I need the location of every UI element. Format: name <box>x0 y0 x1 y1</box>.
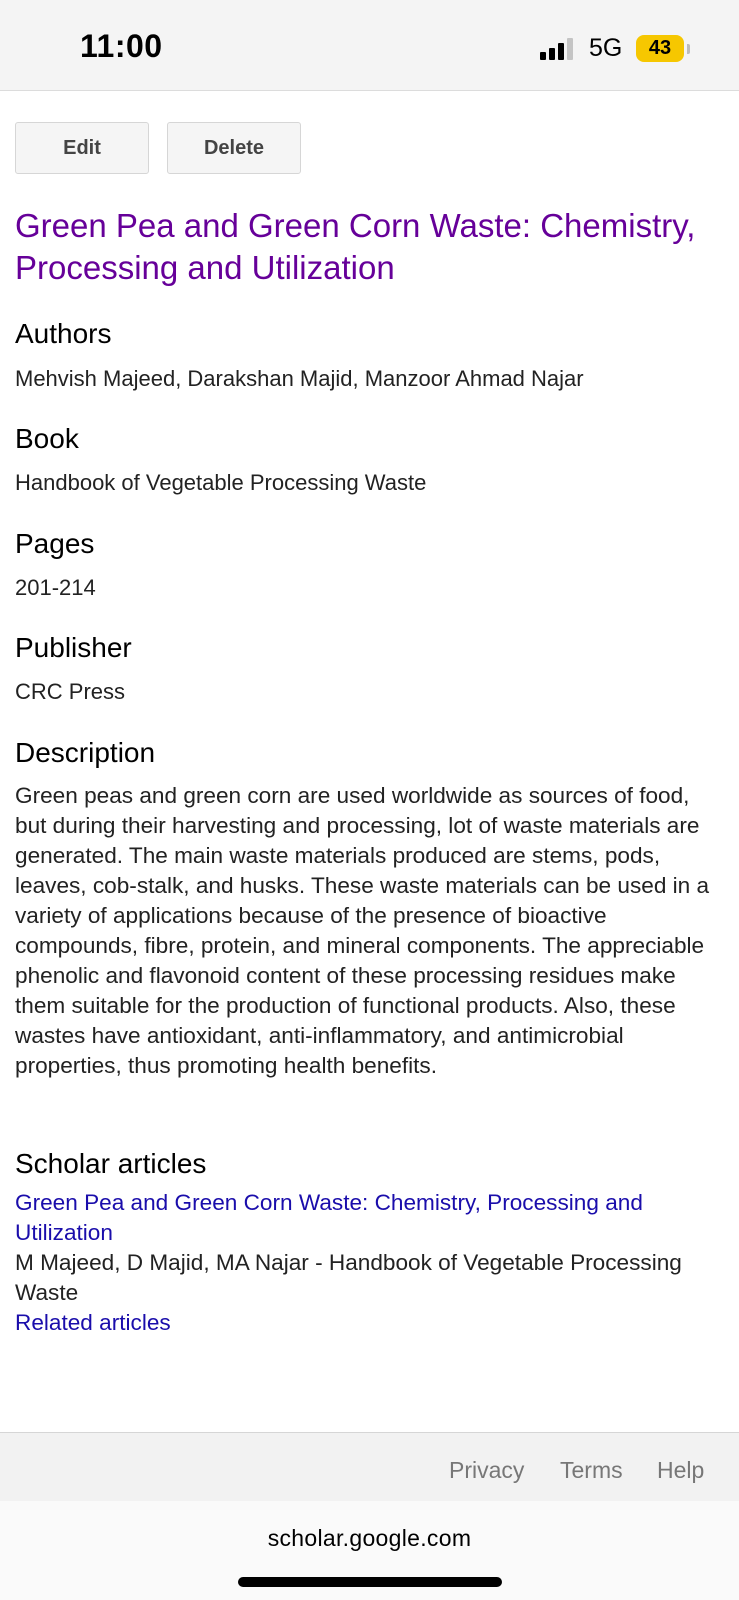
home-indicator[interactable] <box>238 1577 502 1587</box>
description-label: Description <box>15 737 156 768</box>
footer <box>0 1432 739 1502</box>
url-text[interactable]: scholar.google.com <box>267 1525 472 1551</box>
battery-icon <box>636 35 684 62</box>
scholar-articles-block <box>15 1188 727 1338</box>
footer-terms-link[interactable]: Terms <box>560 1457 623 1483</box>
footer-help-link[interactable]: Help <box>657 1457 705 1483</box>
article-title[interactable]: Green Pea and Green Corn Waste: Chemistry, Processing and Utilization <box>15 207 696 286</box>
scholar-articles-label: Scholar articles <box>15 1148 207 1179</box>
pages-label: Pages <box>15 528 95 559</box>
battery-level: 43 <box>648 37 672 59</box>
signal-icon <box>540 38 573 60</box>
description-value: Green peas and green corn are used worldwide as sources of food, but during their harvesting and processing, lot of waste materials are generated. The main waste materials produced are stems, pods, leaves, cob-stalk, and husks. These waste materials can be used in a variety of applications because of the presence of bioactive compounds, fibre, protein, and mineral components. The appreciable phenolic and flavonoid content of these processing residues make them suitable for the production of functional products. Also, these wastes have antioxidant, anti-inflammatory, and antimicrobial properties, thus promoting health benefits. <box>15 783 710 1078</box>
browser-address-bar[interactable] <box>0 1501 739 1600</box>
battery-cap <box>687 44 690 54</box>
status-bar <box>0 0 739 91</box>
network-type: 5G <box>589 34 623 62</box>
authors-value: Mehvish Majeed, Darakshan Majid, Manzoor Ahmad Najar <box>15 366 584 391</box>
footer-privacy-link[interactable]: Privacy <box>449 1457 525 1483</box>
scholar-citation: M Majeed, D Majid, MA Najar - Handbook of Vegetable Processing Waste <box>15 1250 682 1305</box>
edit-button[interactable]: Edit <box>15 122 149 174</box>
related-articles-link[interactable]: Related articles <box>15 1310 171 1335</box>
scholar-article-link[interactable]: Green Pea and Green Corn Waste: Chemistry, Processing and Utilization <box>15 1190 643 1245</box>
pages-value: 201-214 <box>15 575 96 600</box>
status-time: 11:00 <box>80 28 163 64</box>
publisher-label: Publisher <box>15 632 132 663</box>
book-value: Handbook of Vegetable Processing Waste <box>15 470 427 495</box>
publisher-value: CRC Press <box>15 679 126 704</box>
authors-label: Authors <box>15 318 112 349</box>
book-label: Book <box>15 423 79 454</box>
delete-button[interactable]: Delete <box>167 122 301 174</box>
